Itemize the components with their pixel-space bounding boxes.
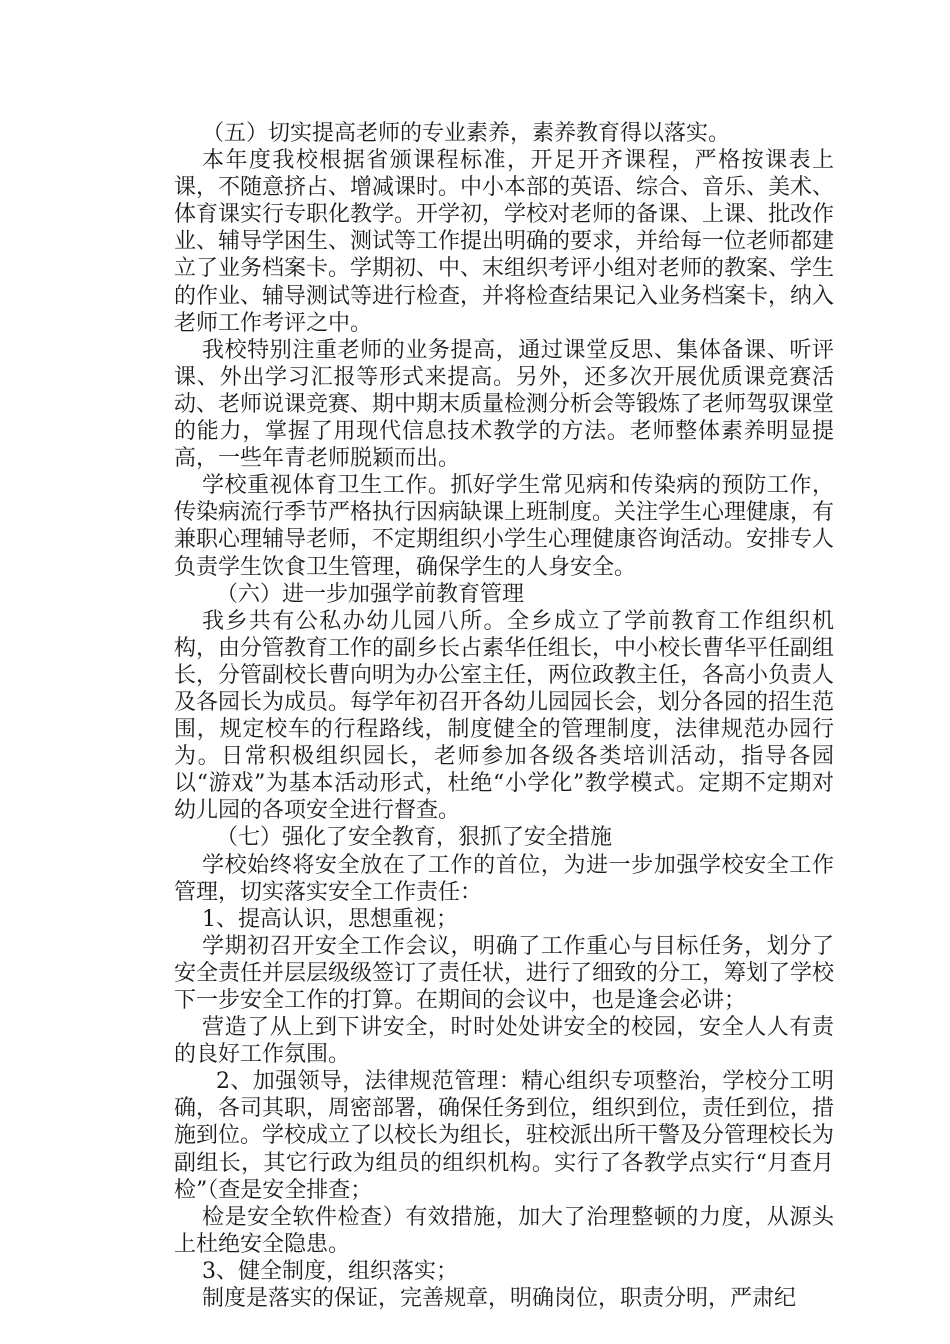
list-item-2: 2、加强领导，法律规范管理：精心组织专项整治，学校分工明确，各司其职，周密部署，确保任务到位，组织到位，责任到位，措施到位。学校成立了以校长为组长，驻校派出所干警及分管理校长为副组长，其它行政为组员的组织机构。实行了各教学点实行“月查月检”（查是安全排查；	[174, 1069, 835, 1203]
paragraph-rules: 制度是落实的保证，完善规章，明确岗位，职责分明，严肃纪	[202, 1286, 797, 1312]
paragraph-inspection: 检是安全软件检查）有效措施，加大了治理整顿的力度，从源头上杜绝安全隐患。	[174, 1204, 834, 1257]
section-heading-seven: （七）强化了安全教育，狠抓了安全措施	[216, 825, 613, 851]
paragraph-safety-atmosphere: 营造了从上到下讲安全，时时处处讲安全的校园，安全人人有责的良好工作氛围。	[174, 1015, 834, 1068]
paragraph-safety-meeting: 学期初召开安全工作会议，明确了工作重心与目标任务，划分了安全责任并层层级级签订了责任状，进行了细致的分工，筹划了学校下一步安全工作的打算。在期间的会议中，也是逢会必讲；	[174, 933, 835, 1013]
paragraph-curriculum: 本年度我校根据省颁课程标准，开足开齐课程，严格按课表上课，不随意挤占、增减课时。中小本部的英语、综合、音乐、美术、体育课实行专职化教学。开学初，学校对老师的备课、上课、批改作业、辅导学困生、测试等工作提出明确的要求，并给每一位老师都建立了业务档案卡。学期初、中、末组织考评小组对老师的教案、学生的作业、辅导测试等进行检查，并将检查结果记入业务档案卡，纳入老师工作考评之中。	[174, 148, 835, 336]
paragraph-teacher-improvement: 我校特别注重老师的业务提高，通过课堂反思、集体备课、听评课、外出学习汇报等形式来提高。另外，还多次开展优质课竞赛活动、老师说课竞赛、期中期末质量检测分析会等锻炼了老师驾驭课堂的能力，掌握了用现代信息技术教学的方法。老师整体素养明显提高，一些年青老师脱颖而出。	[174, 337, 835, 472]
paragraph-health: 学校重视体育卫生工作。抓好学生常见病和传染病的预防工作，传染病流行季节严格执行因病缺课上班制度。关注学生心理健康，有兼职心理辅导老师，不定期组织小学生心理健康咨询活动。安排专人负责学生饮食卫生管理，确保学生的人身安全。	[174, 473, 835, 580]
list-item-3: 3、健全制度，组织落实；	[202, 1258, 458, 1284]
paragraph-safety-intro: 学校始终将安全放在了工作的首位，为进一步加强学校安全工作管理，切实落实安全工作责任：	[174, 852, 834, 905]
section-heading-six: （六）进一步加强学前教育管理	[216, 581, 525, 607]
section-heading-five: （五）切实提高老师的专业素养，素养教育得以落实。	[202, 121, 731, 146]
document-body	[174, 120, 834, 1312]
paragraph-preschool: 我乡共有公私办幼儿园八所。全乡成立了学前教育工作组织机构，由分管教育工作的副乡长占素华任组长，中小校长曹华平任副组长，分管副校长曹向明为办公室主任，两位政教主任，各高小负责人及各园长为成员。每学年初召开各幼儿园园长会，划分各园的招生范围，规定校车的行程路线，制度健全的管理制度，法律规范办园行为。日常积极组织园长，老师参加各级各类培训活动，指导各园以“游戏”为基本活动形式，杜绝“小学化”教学模式。定期不定期对幼儿园的各项安全进行督查。	[174, 608, 835, 824]
list-item-1: 1、提高认识，思想重视；	[202, 906, 458, 932]
